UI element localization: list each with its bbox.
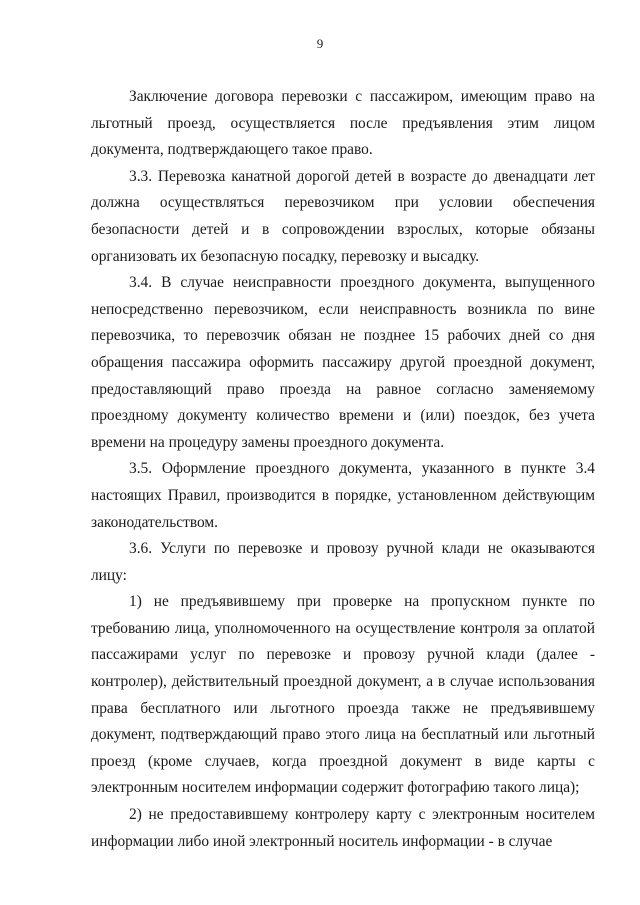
paragraph-3-3: 3.3. Перевозка канатной дорогой детей в возрасте до двенадцати лет должна осуществляться перевозчиком при условии обеспечения безопасности детей и в сопровождении взрослых, которые обязаны организовать их безопасную посадку, перевозку и высадку.: [91, 167, 595, 265]
paragraph-3-5: 3.5. Оформление проездного документа, указанного в пункте 3.4 настоящих Правил, производится в порядке, установленном действующим законодательством.: [91, 460, 595, 531]
paragraph-3-6: 3.6. Услуги по перевозке и провозу ручной клади не оказываются лицу:: [91, 540, 595, 584]
paragraph-preferential-travel: Заключение договора перевозки с пассажиром, имеющим право на льготный проезд, осуществляется после предъявления этим лицом документа, подтверждающего такое право.: [91, 88, 595, 159]
paragraph-3-4: 3.4. В случае неисправности проездного документа, выпущенного непосредственно перевозчиком, если неисправность возникла по вине перевозчика, то перевозчик обязан не позднее 15 рабочих дней со дня обращения пассажира оформить пассажиру другой проездной документ, предоставляющий право проезда на равное согласно заменяемому проездному документу количество времени и (или) поездок, без учета времени на процедуру замены проездного документа.: [91, 274, 595, 451]
list-item-2: 2) не предоставившему контролеру карту с электронным носителем информации либо иной электронный носитель информации - в случае: [91, 806, 595, 850]
document-body: [91, 84, 595, 855]
page-number: 9: [316, 36, 324, 51]
list-item-1: 1) не предъявившему при проверке на пропускном пункте по требованию лица, уполномоченного на осуществление контроля за оплатой пассажирами услуг по перевозке и провозу ручной клади (далее - контролер), действительный проездной документ, а в случае использования права бесплатного или льготного проезда также не предъявившему документ, подтверждающий право этого лица на бесплатный или льготный проезд (кроме случаев, когда проездной документ в виде карты с электронным носителем информации содержит фотографию такого лица);: [91, 593, 595, 797]
